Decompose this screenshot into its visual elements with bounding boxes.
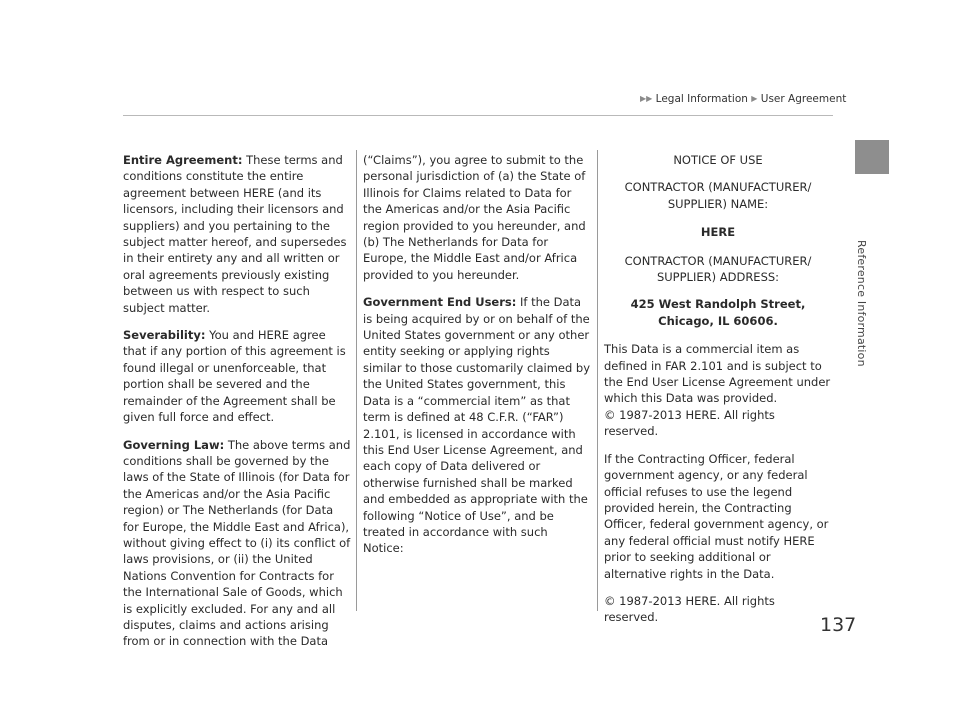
arrow-right-icon: ▶ (751, 94, 758, 103)
section-tab-marker (855, 140, 889, 174)
government-end-users-text: If the Data is being acquired by or on behalf of the United States government or any other entity seeking or applying rights similar to those customarily claimed by the United States government, this Data is a “commercial item” as that term is defined at 48 C.F.R. (“FAR”) 2.101, is licensed in accordance with this End User License Agreement, and each copy of Data delivered or otherwise furnished shall be marked and embedded as appropriate with the following “Notice of Use”, and be treated in accordance with such Notice: (363, 295, 591, 556)
entire-agreement-paragraph (123, 152, 351, 316)
claims-paragraph: (“Claims”), you agree to submit to the personal jurisdiction of (a) the State of Illinois for Claims related to Data for the Americas and/or the Asia Pacific region provided to you hereunder, and (b) The Netherlands for Data for Europe, the Middle East and/or Africa provided to you hereunder. (363, 153, 586, 282)
contractor-address: 425 West Randolph Street, Chicago, IL 60606. (630, 297, 806, 328)
breadcrumb-legal-information[interactable]: Legal Information (655, 93, 748, 105)
copyright-line: © 1987-2013 HERE. All rights reserved. (604, 593, 775, 625)
contractor-name-label: CONTRACTOR (MANUFACTURER/ SUPPLIER) NAME: (624, 180, 812, 211)
page-number: 137 (820, 614, 857, 636)
severability-paragraph (123, 327, 351, 425)
governing-law-text: The above terms and conditions shall be governed by the laws of the State of Illinois (for Data for the Americas and/or the Asia Pacific region) or The Netherlands (for Data for Europe, the Middle East and Africa), without giving effect to (i) its conflict of laws provisions, or (ii) the United Nations Convention for Contracts for the International Sale of Goods, which is explicitly excluded. For any and all disputes, claims and actions arising from or in connection with the Data (123, 437, 351, 649)
section-tab-label: Reference Information (855, 240, 868, 367)
entire-agreement-text: These terms and conditions constitute the entire agreement between HERE (and its licensors, including their licensors and suppliers) and you pertaining to the subject matter hereof, and supersedes in their entirety any and all written or oral agreements previously existing between us with respect to such subject matter. (123, 153, 347, 315)
text-column-2 (363, 152, 591, 568)
commercial-item-text: This Data is a commercial item as defined in FAR 2.101 and is subject to the End User License Agreement under which this Data was provided. (604, 342, 831, 406)
breadcrumb-user-agreement[interactable]: User Agreement (760, 93, 847, 105)
severability-heading: Severability: (123, 328, 206, 343)
copyright-line: © 1987-2013 HERE. All rights reserved. (604, 407, 775, 439)
column-divider (597, 150, 598, 611)
breadcrumb (640, 93, 846, 105)
contractor-address-label: CONTRACTOR (MANUFACTURER/ SUPPLIER) ADDRESS: (624, 253, 812, 285)
entire-agreement-heading: Entire Agreement: (123, 153, 243, 167)
text-column-1 (123, 152, 351, 661)
text-column-3 (604, 152, 832, 637)
contracting-officer-text: If the Contracting Officer, federal government agency, or any federal official refuses to use the legend provided herein, the Contracting Officer, federal government agency, or any federal official must notify HERE prior to seeking additional or alternative rights in the Data. (604, 451, 829, 581)
arrow-right-icon: ▶▶ (640, 94, 653, 103)
header-divider (123, 115, 833, 116)
government-end-users-paragraph (363, 294, 591, 557)
contractor-name: HERE (700, 225, 736, 240)
notice-of-use-title: NOTICE OF USE (673, 153, 763, 167)
governing-law-heading: Governing Law: (123, 437, 225, 452)
governing-law-paragraph (123, 437, 351, 650)
government-end-users-heading: Government End Users: (363, 295, 517, 310)
severability-text: You and HERE agree that if any portion of this agreement is found illegal or unenforceable, that portion shall be severed and the remainder of the Agreement shall be given full force and effect. (123, 328, 346, 425)
column-divider (356, 150, 357, 611)
